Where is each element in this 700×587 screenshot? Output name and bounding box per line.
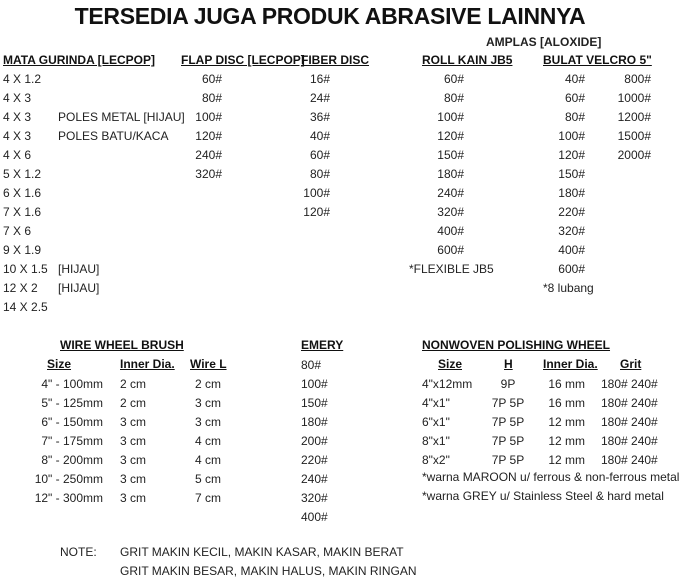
list-item: 14 X 2.5 [3,300,48,314]
list-item: 4" - 100mm [41,377,103,391]
list-item: 8"x2" [422,453,450,467]
list-item [58,146,178,165]
list-item: 10 X 1.5 [3,262,48,276]
list-item: 400# [558,243,585,257]
list-item: 7P 5P [491,396,525,410]
list-item: 4 cm [195,434,222,448]
list-item: 120# [303,205,330,219]
emery-grits [301,356,341,527]
list-item: 600# [558,262,585,276]
list-item: 4 X 6 [3,148,32,162]
list-item: 4 cm [195,453,222,467]
flap-disc-grits [180,70,222,184]
list-item: 3 cm [120,491,147,505]
list-item: 80# [201,91,222,105]
page-title: TERSEDIA JUGA PRODUK ABRASIVE LAINNYA [74,3,586,29]
list-item: 3 cm [120,472,147,486]
list-item: 80# [301,358,322,372]
list-item: 400# [437,224,464,238]
list-item [58,298,178,317]
wire-wheel-col-size: Size [47,357,72,371]
list-item: 220# [301,453,328,467]
list-item: 800# [624,72,651,86]
mata-gurinda-header: MATA GURINDA [LECPOP] [3,53,155,67]
list-item: 16 mm [548,396,585,410]
list-item: 320# [437,205,464,219]
wire-wheel-sizes [10,375,103,508]
nonwoven-sizes [422,375,492,470]
wire-wheel-col-inner: Inner Dia. [120,357,175,371]
list-item: 200# [301,434,328,448]
list-item: 5 cm [195,472,222,486]
list-item: 180# 240# [601,434,658,448]
list-item: 7 cm [195,491,222,505]
list-item: 320# [301,491,328,505]
list-item: 120# [195,129,222,143]
list-item: 4"x1" [422,396,450,410]
bulat-velcro-note: *8 lubang [543,281,594,295]
list-item: 6" - 150mm [41,415,103,429]
list-item: 320# [558,224,585,238]
list-item: 180# 240# [601,377,658,391]
fiber-disc-grits [290,70,330,222]
list-item: 16 mm [548,377,585,391]
list-item: 5" - 125mm [41,396,103,410]
nonwoven-grit [601,375,691,470]
list-item: 7 X 6 [3,224,32,238]
list-item: 40# [564,72,585,86]
list-item: 6"x1" [422,415,450,429]
nonwoven-inner [535,375,585,470]
list-item: 1000# [617,91,651,105]
list-item: 180# 240# [601,453,658,467]
emery-header: EMERY [301,338,344,352]
list-item: 180# [558,186,585,200]
roll-kain-grits [420,70,464,260]
list-item: 4 X 1.2 [3,72,42,86]
list-item: 36# [309,110,330,124]
list-item: 120# [437,129,464,143]
list-item: 24# [309,91,330,105]
list-item: [HIJAU] [58,262,100,276]
list-item: 400# [301,510,328,524]
list-item: 100# [437,110,464,124]
list-item: 3 cm [195,415,222,429]
list-item: 320# [195,167,222,181]
list-item: 1500# [617,129,651,143]
bulat-velcro-header: BULAT VELCRO 5" [543,53,652,67]
list-item: 100# [303,186,330,200]
list-item: 60# [564,91,585,105]
wire-wheel-wire [195,375,255,508]
list-item: 5 X 1.2 [3,167,42,181]
list-item: 3 cm [120,415,147,429]
nonwoven-col-inner: Inner Dia. [543,357,598,371]
list-item: 240# [301,472,328,486]
list-item: 60# [309,148,330,162]
nonwoven-note-maroon: *warna MAROON u/ ferrous & non-ferrous metal [422,470,680,484]
list-item: 240# [195,148,222,162]
list-item: 12 mm [548,434,585,448]
note-label: NOTE: [60,545,97,559]
list-item: 120# [558,148,585,162]
list-item: 2 cm [120,396,147,410]
bulat-velcro-grits-1 [540,70,585,279]
list-item: 180# [437,167,464,181]
wire-wheel-inner [120,375,180,508]
list-item: 12 mm [548,453,585,467]
roll-kain-note: *FLEXIBLE JB5 [409,262,494,276]
list-item: 180# 240# [601,415,658,429]
list-item: 4 X 3 [3,91,32,105]
wire-wheel-col-wire: Wire L [190,357,227,371]
list-item: 150# [437,148,464,162]
list-item: 9 X 1.9 [3,243,42,257]
flap-disc-header: FLAP DISC [LECPOP] [181,53,305,67]
nonwoven-note-grey: *warna GREY u/ Stainless Steel & hard metal [422,489,664,503]
list-item: 40# [309,129,330,143]
list-item: 8" - 200mm [41,453,103,467]
list-item: 100# [558,129,585,143]
list-item: 9P [500,377,516,391]
list-item: 10" - 250mm [34,472,103,486]
mata-gurinda-sizes [3,70,53,317]
list-item: 3 cm [195,396,222,410]
wire-wheel-header: WIRE WHEEL BRUSH [60,338,184,352]
list-item: 100# [195,110,222,124]
fiber-disc-header: FIBER DISC [301,53,370,67]
nonwoven-col-grit: Grit [620,357,642,371]
list-item: 12" - 300mm [34,491,103,505]
list-item: 600# [437,243,464,257]
list-item [58,89,178,108]
list-item: 150# [558,167,585,181]
list-item: 16# [309,72,330,86]
list-item: 180# [301,415,328,429]
nonwoven-col-size: Size [438,357,463,371]
list-item: 1200# [617,110,651,124]
note-line-2: GRIT MAKIN BESAR, MAKIN HALUS, MAKIN RINGAN [120,564,417,578]
list-item [58,70,178,89]
list-item [58,165,178,184]
list-item: 2 cm [195,377,222,391]
amplas-header: AMPLAS [ALOXIDE] [486,35,602,49]
list-item: 3 cm [120,453,147,467]
list-item: 2 cm [120,377,147,391]
list-item: [HIJAU] [58,281,100,295]
list-item: 4"x12mm [422,377,473,391]
nonwoven-col-h: H [504,357,513,371]
list-item: 220# [558,205,585,219]
list-item [58,222,178,241]
list-item: 80# [564,110,585,124]
nonwoven-h [488,375,528,470]
nonwoven-header: NONWOVEN POLISHING WHEEL [422,338,611,352]
list-item: 8"x1" [422,434,450,448]
list-item: 80# [443,91,464,105]
list-item: 7P 5P [491,415,525,429]
list-item: 7" - 175mm [41,434,103,448]
list-item: 3 cm [120,434,147,448]
list-item [58,241,178,260]
list-item: POLES METAL [HIJAU] [58,110,185,124]
list-item: 150# [301,396,328,410]
list-item: 180# 240# [601,396,658,410]
list-item [58,203,178,222]
list-item: 7P 5P [491,453,525,467]
list-item: POLES BATU/KACA [58,129,169,143]
list-item: 7P 5P [491,434,525,448]
list-item: 60# [443,72,464,86]
roll-kain-header: ROLL KAIN JB5 [422,53,513,67]
bulat-velcro-grits-2 [600,70,651,165]
list-item: 12 mm [548,415,585,429]
list-item: 2000# [617,148,651,162]
list-item: 4 X 3 [3,110,32,124]
list-item: 6 X 1.6 [3,186,42,200]
list-item: 100# [301,377,328,391]
list-item: 60# [201,72,222,86]
list-item: 80# [309,167,330,181]
list-item [58,184,178,203]
mata-gurinda-notes [58,70,185,317]
list-item: 7 X 1.6 [3,205,42,219]
list-item: 12 X 2 [3,281,38,295]
list-item: 4 X 3 [3,129,32,143]
note-line-1: GRIT MAKIN KECIL, MAKIN KASAR, MAKIN BERAT [120,545,404,559]
list-item: 240# [437,186,464,200]
